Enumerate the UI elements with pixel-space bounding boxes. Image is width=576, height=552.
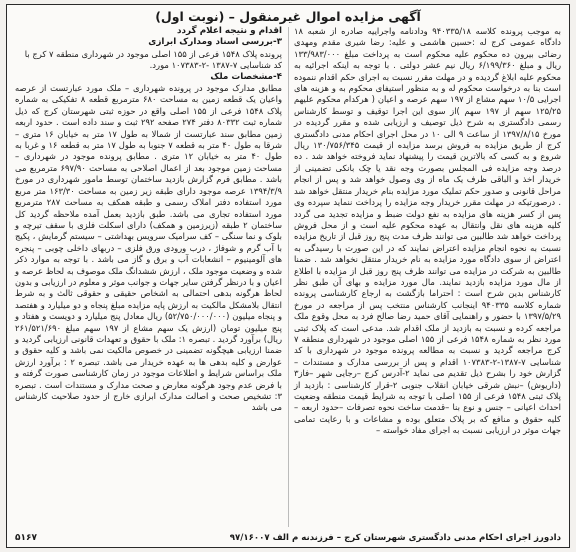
notice-footer [15, 533, 561, 543]
left-heading-line: کد شناسایی ۷-۱۳۸۷ -۲-۱۰۷۳۸۳ مورد. [149, 60, 282, 71]
notice-title: آگهی مزایده اموال غیرمنقول – (نوبت اول) [155, 9, 421, 24]
column-divider [288, 27, 289, 527]
left-column [15, 26, 282, 437]
left-heading-line: پرونده پلاک ۱۵۴۸ فرعی از ۱۵۵ اصلی موجود در شهرداری منطقه ۷ کرج با [24, 48, 282, 59]
left-heading-line: اقدام و نتیجه اعلام گردد [177, 26, 282, 36]
notice-code: ۵۱۶۷ [15, 533, 37, 543]
right-column-text: به موجب پرونده کلاسه ۹۴۰۳۳۵/۱۸ ودادنامه واجراییه صادره از شعبه ۱۸ دادگاه عمومی کرج له :حسین هاشمی و علیه: رضا شیری مقدم ومهدی رضائی بیرون ده محکوم علیه محکوم است به پرداخت مبلغ ۱۳۳/۹۸۳/۰۰۰ ریال و مبلغ ۶/۱۹۹/۳۶۰ ریال نیم عشر دولتی . با توجه به اینکه اجرائیه به محکوم علیه ابلاغ گردیده و در مهلت مقرر نسبت به اجرای حکم اقدام ننموده است بنا به درخواست محکوم له و به منظور استیفای محکوم به و هزینه های اجرایی ۱۰/۵ سهم مشاع از ۱۹۷ سهم عرصه و اعیان ( هرکدام محکوم علیهم ۱۲۵/۲۵ سهم از ۱۹۷ سهم )از سوی این اجرا توقیف و توسط کارشناس رسمی دادگستری به شرح ذیل توصیف و ارزیابی شده و مقرر گردیده در مورخ ۱۳۹۷/۸/۱۵ از ساعت ۹ الی ۱۰ در محل اجرای احکام مدنی دادگستری کرج از طریق مزایده به فروش برسد مزایده از قیمت ۱۳۰/۷۵۶/۳۴۵ ریال شروع و به کسی که بالاترین قیمت را پیشنهاد نماید فروخته خواهد شد . ده درصد وجه مزایده فی المجلس بصورت وجه نقد یا چک بانکی تضمینی از خریدار اخذ و الباقی ظرف یک ماه از وی وصول خواهد شد و پس از انجام مراحل قانونی و صدور حکم تملیک مورد مزایده بنام خریدار منتقل خواهد شد . درصورتیکه در مهلت مقرر خریدار وجه مزایده را پرداخت ننماید سپرده وی پس از کسر هزینه های مزایده به نفع دولت ضبط و مزایده تجدید می گردد کلیه هزینه های نقل وانتقال به عهده محکوم علیه است و از محل فروش پرداخت خواهد شد طالبین می توانند ظرف مدت پنج روز قبل از تاریخ مزایده نسبت به نحوه انجام مزایده اعتراض نمایند که در این صورت با رسیدگی به اعتراض از سوی دادگاه مورد مزایده به نام خریدار منتقل نخواهد شد . ضمنا طالبین به شرکت در مزایده می توانند ظرف پنج روز قبل از مزایده با اطلاع از مال مورد مزایده بازدید نمایند. مال مورد مزایده و بهای آن طبق نظر کارشناس بدین شرح است : احتراما بازگشت به ارجاع کارشناسی پرونده شماره کلاسه ۹۴۰۳۳۵ اینجانب کارشناس منتخب پس از مراجعه در مورخ ۱۳۹۷/۵/۲۹ با حضور و راهنمایی آقای حمید رضا صالح فرد به محل وقوع ملک مراجعه کرده و نسبت به بازدید از ملک اقدام شد. مدعی است که پلاک ثبتی مورد نظر به شماره ۱۵۴۸ فرعی از ۱۵۵ اصلی موجود در شهرداری منطقه ۷ کرج مراجعه گردید و نسبت به مطالعه پرونده موجود در شهرداری با کد شناسایی ۷-۱۳۸۷-۲-۱۰۷۳۸۳ اقدام و پس از بررسی مدارک و مستندات – گزارش خود را بشرح ذیل تقدیم می نماید ۲-آدرس کرج –رجایی شهر –فاز۳ (داریوش) –نبش شرقی خیابان انقلاب جنوبی ۲-قرار کارشناسی : بازدید از پلاک ثبتی ۱۵۴۸ فرعی از ۱۵۵ اصلی با توجه به شرایط قیمت منطقه وضعیت احداث اعیانی – جنس و نوع بنا –قدمت ساخت نحوه تصرفات –حدود اربعه – کلیه حقوق و منافع که بر پلاک متعلق بوده و مشاعات و با رعایت تمامی جهات موثر در ارزیابی نسبت به اجرای مفاد خواسته – [294, 26, 562, 436]
legal-notice-page [6, 4, 570, 548]
left-column-text: مطابق مدارک موجود در پرونده شهرداری – ملک مورد عبارتست از عرصه واعیان یک قطعه زمین به مساحت ۶۸۰ مترمربع قطعه ۸ تفکیکی به شماره پلاک ۱۵۴۸ فرعی از ۱۵۵ اصلی واقع در حوزه ثبتی شهرستان کرج که ذیل شماره ثبت ۸۰۳۳۲ دفتر ۲۷۴ صفحه ۲۹۲ ثبت و سند داده است . حدود اربعه زمین مطابق سند عبارتست از شمالا به طول ۱۷ متر به خیابان ۱۶ متری – شرقا به طول ۴۰ متر به قطعه ۷ جنوبا به طول ۱۷ متر به قطعه ۱۶ و غربا به طول ۴۰ متر به خیابان ۱۲ متری . مطابق پرونده موجود در شهرداری – مساحت زمین موجود بعد از اعمال اصلاحی به مساحت ۶۹۷/۹۰ مترمربع می باشد . مطابق فرم گزارش بازدید ساختمان توسط مامور شهرداری در مورخ ۱۳۹۴/۳/۹ عرصه موجود دارای طبقه زیر زمین به مساحت ۱۶۳/۳۰ متر مربع مورد استفاده دفتر املاک رسمی و طبقه همکف به مساحت ۲۸۷ مترمربع مورد استفاده تجاری می باشد. طبق بازدید بعمل آمده ملاحظه گردید کل ساختمان ۲ طبقه (زیرزمین و همکف) دارای اسکلت فلزی با سقف تیرچه و بلوک و نما سنگی – کف سرامیک سرویس بهداشتی – سیستم گرمایش ، پکیج با آب گرم و شوفاژ ، درب ورودی ورق فلزی – دربهای داخلی چوبی – پنجره های آلومینیوم – انشعابات آب و برق و گاز می باشد . با توجه به موارد ذکر شده و وضعیت موجود ملک ، ارزش ششدانگ ملک موصوف به لحاظ عرصه و اعیان و با درنظر گرفتن سایر جهات و جوانب موثر و معلوم در ارزیابی و بدون لحاظ هرگونه بدهی احتمالی به اشخاص حقیقی و حقوقی ثالث و به شرط انتقال بلامشکل مالکیت به ارزش پایه مزایده مبلغ پنجاه و دو میلیارد و هفتصد و پنجاه میلیون (۵۲/۷۵۰/۰۰۰/۰۰۰) ریال معادل پنج میلیارد و دویست و هفتاد و پنج میلیون تومان (ارزش یک سهم مشاع از ۱۹۷ سهم مبلغ ۲۶۱/۵۲۱/۶۹۰ ریال) برآورد گردید . تبصره ۱: ملک با حقوق و تعهدات قانونی ارزیابی گردید و ضمنا ارزیابی هیچگونه تضمینی در خصوص مالکیت نمی باشد و کلیه حقوق و عوارض و کلیه بدهی ها به عهده خریدار می باشد. تبصره ۲ : برآورد ارزش ملک براساس شرایط و اطلاعات موجود در زمان کارشناسی صورت گرفته و با فرض عدم وجود هرگونه معارض و صحت مدارک و مستندات است . تبصره ۳: تشخیص صحت و اصالت مدارک ابرازی خارج از حدود صلاحیت کارشناس می باشد [15, 83, 283, 413]
left-heading-line: ۴-مشخصات ملک [210, 71, 282, 82]
right-column [294, 26, 561, 437]
signature-line: دادورز اجرای احکام مدنی دادگستری شهرستان کرج – فرزندنه م الف ۹۷/۱۶۰۰۷ [229, 533, 561, 543]
left-heading-line: ۳-بررسی اسناد ومدارک ابرازی [148, 37, 282, 48]
